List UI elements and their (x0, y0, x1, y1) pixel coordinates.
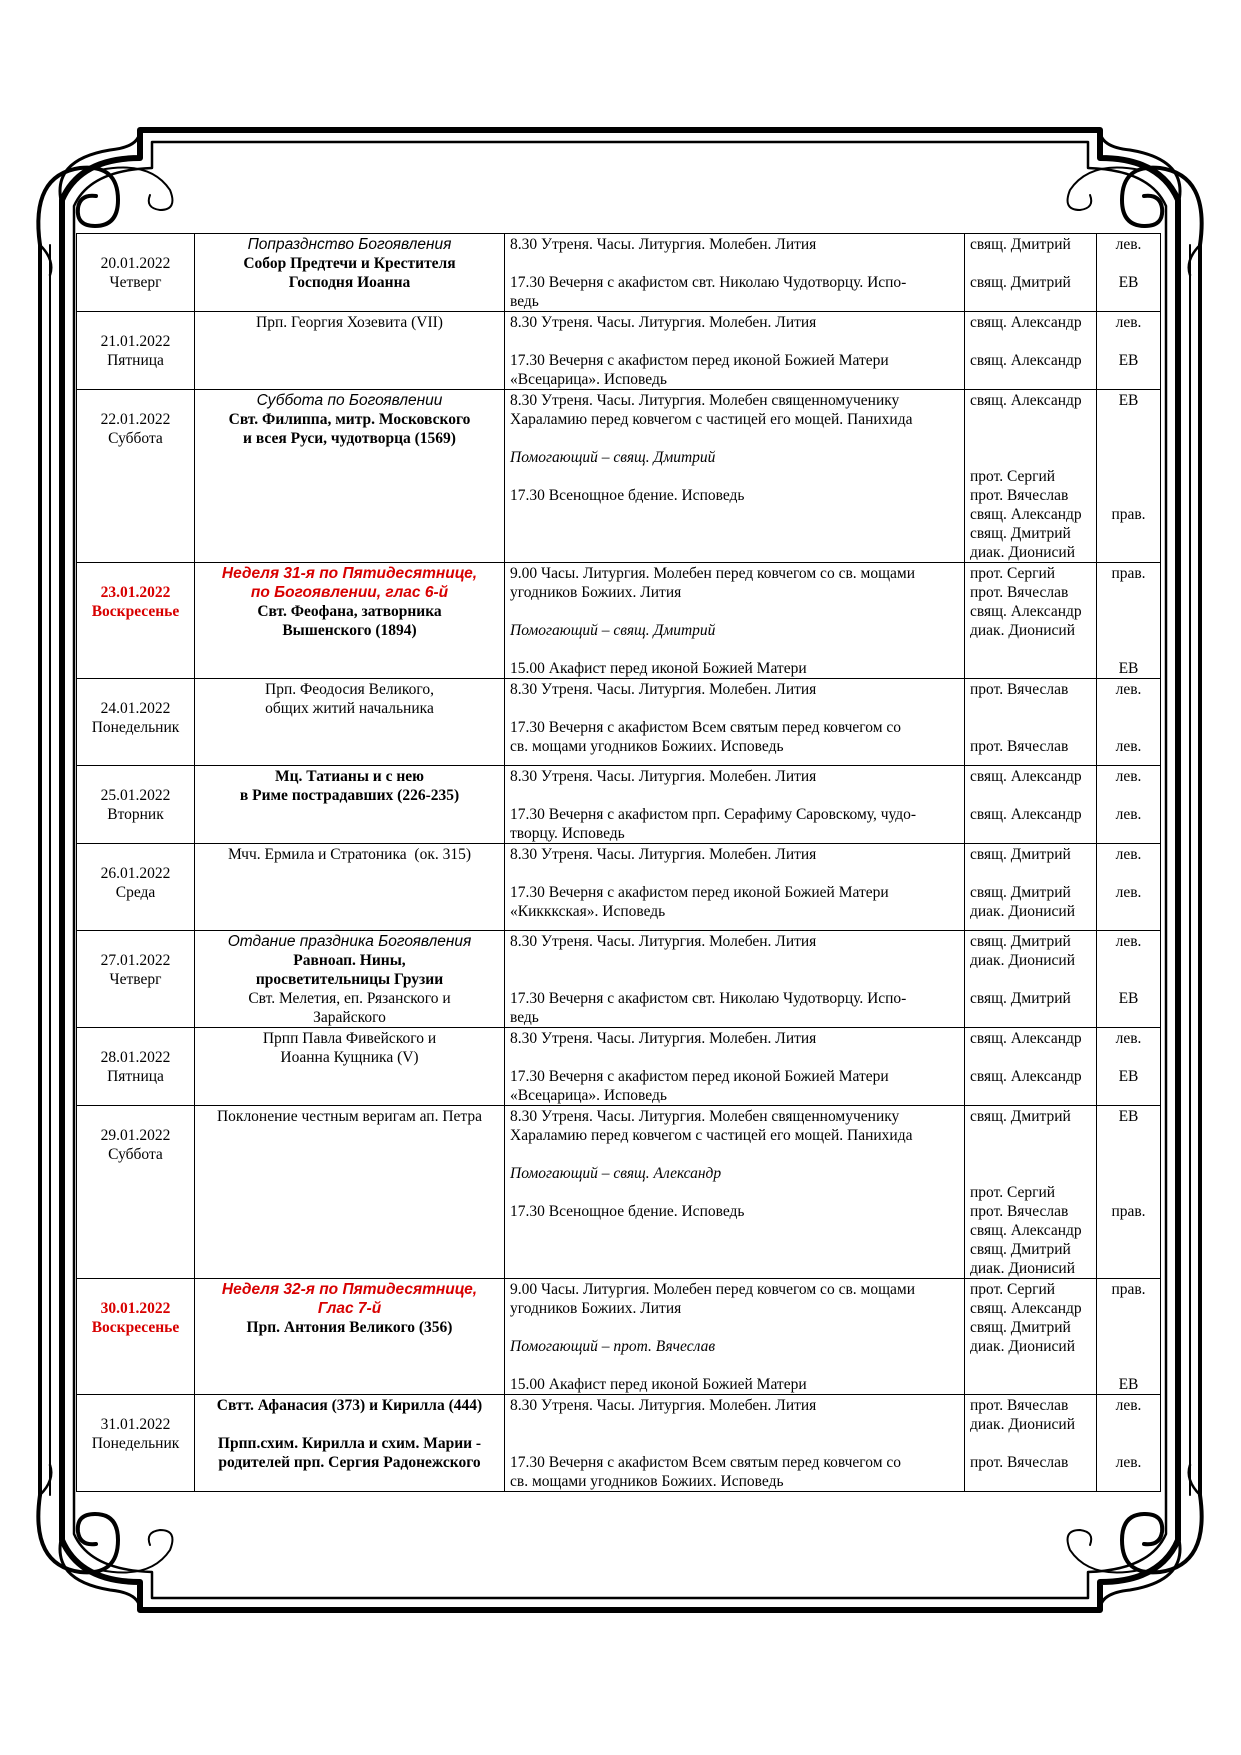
spacer (1099, 448, 1158, 467)
spacer (1099, 864, 1158, 883)
spacer (970, 864, 1091, 883)
clergy-line: свящ. Дмитрий (970, 1108, 1071, 1125)
service-line: 17.30 Вечерня с акафистом Всем святым перед ковчегом со (510, 719, 902, 736)
choir-cell (1097, 312, 1161, 390)
spacer (970, 1048, 1091, 1067)
clergy-line: прот. Сергий (970, 1281, 1056, 1298)
clergy-line: свящ. Дмитрий (970, 525, 1071, 542)
feast-line: Прпп.схим. Кирилла и схим. Марии - (217, 1435, 482, 1452)
service-line: 8.30 Утреня. Часы. Литургия. Молебен священномученику (510, 392, 900, 409)
table-row (77, 679, 1161, 766)
spacer (510, 1434, 959, 1453)
weekday-text: Суббота (108, 430, 163, 447)
choir-cell (1097, 766, 1161, 844)
service-line: «Всецарица». Исповедь (510, 371, 667, 388)
choir-line: лев. (1115, 806, 1142, 823)
clergy-line: свящ. Александр (970, 1030, 1082, 1047)
choir-line: лев. (1115, 236, 1142, 253)
weekday-text: Воскресенье (91, 603, 180, 620)
service-line: 17.30 Всенощное бдение. Исповедь (510, 1203, 745, 1220)
choir-line: ЕВ (1118, 352, 1139, 369)
service-line: св. мощами угодников Божиих. Исповедь (510, 738, 784, 755)
feast-cell (195, 766, 505, 844)
clergy-line: прот. Сергий (970, 1184, 1056, 1201)
schedule-body (77, 234, 1161, 1492)
services-cell (505, 844, 965, 931)
choir-line: лев. (1115, 1454, 1142, 1471)
service-line: «Кикккская». Исповедь (510, 903, 666, 920)
spacer (510, 332, 959, 351)
clergy-cell (965, 390, 1097, 563)
feast-line: Свтт. Афанасия (373) и Кирилла (444) (216, 1397, 483, 1414)
spacer (510, 970, 959, 989)
spacer (970, 1434, 1091, 1453)
spacer (1099, 429, 1158, 448)
date-cell (77, 563, 195, 679)
services-cell (505, 563, 965, 679)
spacer (1099, 467, 1158, 486)
date-cell (77, 1395, 195, 1492)
date-text: 28.01.2022 (100, 1049, 171, 1066)
clergy-line: диак. Дионисий (970, 903, 1076, 920)
weekday-text: Среда (115, 884, 156, 901)
service-line: 9.00 Часы. Литургия. Молебен перед ковчегом со св. мощами (510, 565, 915, 582)
feast-cell (195, 1028, 505, 1106)
feast-line: Прп. Феодосия Великого, (265, 681, 434, 698)
spacer (510, 254, 959, 273)
service-line: 8.30 Утреня. Часы. Литургия. Молебен. Лития (510, 768, 817, 785)
table-row (77, 931, 1161, 1028)
spacer (510, 786, 959, 805)
choir-line: ЕВ (1118, 1376, 1139, 1393)
spacer (510, 864, 959, 883)
clergy-line: свящ. Александр (970, 1300, 1082, 1317)
feast-cell (195, 931, 505, 1028)
table-row (77, 390, 1161, 563)
service-line: 8.30 Утреня. Часы. Литургия. Молебен. Лития (510, 314, 817, 331)
choir-line: прав. (1111, 565, 1146, 582)
spacer (510, 602, 959, 621)
clergy-cell (965, 679, 1097, 766)
spacer (1099, 583, 1158, 602)
feast-line: Поклонение честным веригам ап. Петра (216, 1108, 483, 1125)
service-line: «Всецарица». Исповедь (510, 1087, 667, 1104)
spacer (1099, 332, 1158, 351)
clergy-line: диак. Дионисий (970, 952, 1076, 969)
spacer (1099, 602, 1158, 621)
feast-line: Свт. Феофана, затворника (257, 603, 442, 620)
service-line: 15.00 Акафист перед иконой Божией Матери (510, 660, 807, 677)
feast-line: Мц. Татианы и с нею (274, 768, 425, 785)
date-text: 20.01.2022 (100, 255, 171, 272)
feast-line: Суббота по Богоявлении (256, 392, 443, 409)
service-line: Помогающий – свящ. Александр (510, 1165, 722, 1182)
service-line: угодников Божиих. Лития (510, 1300, 682, 1317)
spacer (970, 332, 1091, 351)
choir-line: лев. (1115, 314, 1142, 331)
spacer (1099, 1318, 1158, 1337)
feast-cell (195, 844, 505, 931)
spacer (1099, 1299, 1158, 1318)
service-line: 8.30 Утреня. Часы. Литургия. Молебен. Лития (510, 1397, 817, 1414)
spacer (1099, 786, 1158, 805)
weekday-text: Пятница (107, 352, 164, 369)
service-line: Помогающий – свящ. Дмитрий (510, 622, 716, 639)
clergy-line: свящ. Александр (970, 352, 1082, 369)
choir-line: лев. (1115, 1030, 1142, 1047)
spacer (510, 951, 959, 970)
clergy-line: свящ. Александр (970, 1222, 1082, 1239)
weekday-text: Четверг (109, 274, 162, 291)
choir-line: ЕВ (1118, 990, 1139, 1007)
choir-cell (1097, 1395, 1161, 1492)
feast-line: в Риме пострадавших (226-235) (239, 787, 460, 804)
clergy-line: прот. Сергий (970, 468, 1056, 485)
feast-line: общих житий начальника (265, 700, 434, 717)
clergy-line: диак. Дионисий (970, 1416, 1076, 1433)
date-text: 25.01.2022 (100, 787, 171, 804)
clergy-line: свящ. Дмитрий (970, 1319, 1071, 1336)
service-line: 17.30 Вечерня с акафистом прп. Серафиму Саровскому, чудо- (510, 806, 917, 823)
feast-line: Глас 7-й (317, 1300, 382, 1317)
weekday-text: Вторник (107, 806, 164, 823)
feast-cell (195, 1279, 505, 1395)
spacer (1099, 1164, 1158, 1183)
clergy-cell (965, 1395, 1097, 1492)
date-cell (77, 1279, 195, 1395)
choir-line: лев. (1115, 1397, 1142, 1414)
date-cell (77, 679, 195, 766)
clergy-line: прот. Вячеслав (970, 1397, 1069, 1414)
clergy-line: прот. Вячеслав (970, 1454, 1069, 1471)
service-line: угодников Божиих. Лития (510, 584, 682, 601)
spacer (510, 1318, 959, 1337)
spacer (970, 718, 1091, 737)
service-line: 17.30 Вечерня с акафистом Всем святым перед ковчегом со (510, 1454, 902, 1471)
spacer (1099, 951, 1158, 970)
service-line: 9.00 Часы. Литургия. Молебен перед ковчегом со св. мощами (510, 1281, 915, 1298)
feast-cell (195, 312, 505, 390)
clergy-cell (965, 844, 1097, 931)
date-text: 30.01.2022 (100, 1300, 171, 1317)
spacer (510, 1356, 959, 1375)
feast-line: родителей прп. Сергия Радонежского (218, 1454, 481, 1471)
choir-line: лев. (1115, 933, 1142, 950)
clergy-line: свящ. Дмитрий (970, 990, 1071, 1007)
spacer (1099, 254, 1158, 273)
service-line: 8.30 Утреня. Часы. Литургия. Молебен. Лития (510, 236, 817, 253)
date-text: 22.01.2022 (100, 411, 171, 428)
clergy-line: прот. Вячеслав (970, 1203, 1069, 1220)
clergy-line: свящ. Дмитрий (970, 884, 1071, 901)
choir-cell (1097, 1279, 1161, 1395)
spacer (510, 1183, 959, 1202)
table-row (77, 312, 1161, 390)
spacer (510, 640, 959, 659)
service-line: 17.30 Вечерня с акафистом перед иконой Божией Матери (510, 1068, 889, 1085)
feast-cell (195, 679, 505, 766)
clergy-line: прот. Сергий (970, 565, 1056, 582)
spacer (1099, 1126, 1158, 1145)
choir-line: прав. (1111, 1281, 1146, 1298)
services-cell (505, 312, 965, 390)
clergy-line: свящ. Александр (970, 768, 1082, 785)
table-row (77, 1279, 1161, 1395)
service-line: 17.30 Всенощное бдение. Исповедь (510, 487, 745, 504)
choir-cell (1097, 1028, 1161, 1106)
schedule-table (76, 233, 1161, 1492)
spacer (970, 1164, 1091, 1183)
feast-line: Иоанна Кущника (V) (280, 1049, 419, 1066)
weekday-text: Понедельник (91, 719, 180, 736)
choir-cell (1097, 679, 1161, 766)
table-row (77, 234, 1161, 312)
choir-line: ЕВ (1118, 660, 1139, 677)
choir-line: лев. (1115, 884, 1142, 901)
spacer (1099, 621, 1158, 640)
clergy-line: свящ. Александр (970, 314, 1082, 331)
clergy-line: свящ. Александр (970, 392, 1082, 409)
spacer (510, 1415, 959, 1434)
feast-line: Прп. Антония Великого (356) (246, 1319, 453, 1336)
feast-line: Зарайского (313, 1009, 386, 1026)
clergy-line: свящ. Дмитрий (970, 846, 1071, 863)
date-cell (77, 844, 195, 931)
feast-cell (195, 1106, 505, 1279)
service-line: ведь (510, 293, 539, 310)
service-line: 17.30 Вечерня с акафистом перед иконой Божией Матери (510, 352, 889, 369)
services-cell (505, 1106, 965, 1279)
service-line: Хараламию перед ковчегом с частицей его мощей. Панихида (510, 1127, 913, 1144)
date-text: 24.01.2022 (100, 700, 171, 717)
choir-line: лев. (1115, 846, 1142, 863)
spacer (970, 254, 1091, 273)
spacer (970, 699, 1091, 718)
feast-cell (195, 1395, 505, 1492)
feast-line: Прпп Павла Фивейского и (262, 1030, 437, 1047)
spacer (1099, 1183, 1158, 1202)
date-text: 31.01.2022 (100, 1416, 171, 1433)
choir-line: прав. (1111, 506, 1146, 523)
feast-cell (195, 563, 505, 679)
weekday-text: Понедельник (91, 1435, 180, 1452)
clergy-cell (965, 766, 1097, 844)
spacer (1099, 640, 1158, 659)
service-line: 17.30 Вечерня с акафистом свт. Николаю Чудотворцу. Испо- (510, 990, 907, 1007)
clergy-line: свящ. Дмитрий (970, 1241, 1071, 1258)
table-row (77, 1106, 1161, 1279)
clergy-line: свящ. Дмитрий (970, 933, 1071, 950)
feast-line: Господня Иоанна (288, 274, 411, 291)
spacer (1099, 1048, 1158, 1067)
clergy-line: прот. Вячеслав (970, 738, 1069, 755)
service-line: Помогающий – свящ. Дмитрий (510, 449, 716, 466)
service-line: 8.30 Утреня. Часы. Литургия. Молебен. Лития (510, 681, 817, 698)
clergy-line: свящ. Александр (970, 506, 1082, 523)
clergy-line: диак. Дионисий (970, 1338, 1076, 1355)
service-line: творцу. Исповедь (510, 825, 625, 842)
date-text: 27.01.2022 (100, 952, 171, 969)
choir-cell (1097, 844, 1161, 931)
date-cell (77, 234, 195, 312)
spacer (970, 1145, 1091, 1164)
service-line: 17.30 Вечерня с акафистом перед иконой Божией Матери (510, 884, 889, 901)
date-cell (77, 1106, 195, 1279)
feast-line: Неделя 32-я по Пятидесятнице, (221, 1281, 478, 1298)
service-line: ведь (510, 1009, 539, 1026)
choir-line: ЕВ (1118, 274, 1139, 291)
feast-line: Свт. Мелетия, еп. Рязанского и (248, 990, 451, 1007)
services-cell (505, 1395, 965, 1492)
date-cell (77, 766, 195, 844)
clergy-line: свящ. Дмитрий (970, 236, 1071, 253)
date-text: 23.01.2022 (100, 584, 171, 601)
clergy-line: свящ. Александр (970, 603, 1082, 620)
weekday-text: Суббота (108, 1146, 163, 1163)
spacer (1099, 486, 1158, 505)
choir-line: лев. (1115, 768, 1142, 785)
table-row (77, 844, 1161, 931)
date-text: 21.01.2022 (100, 333, 171, 350)
date-cell (77, 1028, 195, 1106)
spacer (1099, 1415, 1158, 1434)
choir-cell (1097, 563, 1161, 679)
service-line: Хараламию перед ковчегом с частицей его мощей. Панихида (510, 411, 913, 428)
choir-line: ЕВ (1118, 392, 1139, 409)
spacer (510, 1145, 959, 1164)
spacer (970, 429, 1091, 448)
spacer (1099, 718, 1158, 737)
clergy-cell (965, 312, 1097, 390)
choir-cell (1097, 234, 1161, 312)
feast-line: Вышенского (1894) (282, 622, 417, 639)
spacer (1099, 1145, 1158, 1164)
date-text: 29.01.2022 (100, 1127, 171, 1144)
feast-line: Мчч. Ермила и Стратоника (ок. 315) (227, 846, 472, 863)
feast-line: Отдание праздника Богоявления (227, 933, 472, 950)
spacer (1099, 410, 1158, 429)
feast-line: просветительницы Грузии (255, 971, 444, 988)
spacer (1099, 699, 1158, 718)
clergy-line: прот. Вячеслав (970, 681, 1069, 698)
spacer (1099, 1434, 1158, 1453)
weekday-text: Воскресенье (91, 1319, 180, 1336)
clergy-line: диак. Дионисий (970, 622, 1076, 639)
clergy-line: свящ. Александр (970, 1068, 1082, 1085)
spacer (510, 1048, 959, 1067)
spacer (1099, 970, 1158, 989)
service-line: 15.00 Акафист перед иконой Божией Матери (510, 1376, 807, 1393)
services-cell (505, 234, 965, 312)
spacer (1099, 1337, 1158, 1356)
feast-cell (195, 234, 505, 312)
feast-line: и всея Руси, чудотворца (1569) (243, 430, 456, 447)
feast-line: Неделя 31-я по Пятидесятнице, (221, 565, 478, 582)
spacer (200, 1415, 499, 1434)
services-cell (505, 1028, 965, 1106)
date-cell (77, 312, 195, 390)
feast-line: Свт. Филиппа, митр. Московского (228, 411, 471, 428)
service-line: 8.30 Утреня. Часы. Литургия. Молебен. Лития (510, 933, 817, 950)
table-row (77, 563, 1161, 679)
choir-line: ЕВ (1118, 1108, 1139, 1125)
date-cell (77, 390, 195, 563)
clergy-line: диак. Дионисий (970, 544, 1076, 561)
spacer (970, 786, 1091, 805)
clergy-line: свящ. Дмитрий (970, 274, 1071, 291)
table-row (77, 1395, 1161, 1492)
services-cell (505, 766, 965, 844)
feast-line: Попразднство Богоявления (247, 236, 452, 253)
choir-line: ЕВ (1118, 1068, 1139, 1085)
clergy-line: диак. Дионисий (970, 1260, 1076, 1277)
choir-cell (1097, 1106, 1161, 1279)
spacer (970, 448, 1091, 467)
service-line: 8.30 Утреня. Часы. Литургия. Молебен священномученику (510, 1108, 900, 1125)
services-cell (505, 931, 965, 1028)
clergy-line: прот. Вячеслав (970, 487, 1069, 504)
weekday-text: Пятница (107, 1068, 164, 1085)
feast-cell (195, 390, 505, 563)
date-cell (77, 931, 195, 1028)
spacer (510, 699, 959, 718)
feast-line: по Богоявлении, глас 6-й (250, 584, 449, 601)
spacer (970, 410, 1091, 429)
clergy-cell (965, 563, 1097, 679)
clergy-cell (965, 1028, 1097, 1106)
clergy-cell (965, 1279, 1097, 1395)
choir-line: лев. (1115, 681, 1142, 698)
spacer (1099, 1356, 1158, 1375)
service-line: св. мощами угодников Божиих. Исповедь (510, 1473, 784, 1490)
spacer (970, 1126, 1091, 1145)
feast-line: Прп. Георгия Хозевита (VII) (256, 314, 443, 331)
choir-cell (1097, 931, 1161, 1028)
spacer (510, 467, 959, 486)
choir-line: лев. (1115, 738, 1142, 755)
service-line: 8.30 Утреня. Часы. Литургия. Молебен. Лития (510, 1030, 817, 1047)
clergy-cell (965, 931, 1097, 1028)
table-row (77, 1028, 1161, 1106)
clergy-cell (965, 234, 1097, 312)
service-line: 8.30 Утреня. Часы. Литургия. Молебен. Лития (510, 846, 817, 863)
choir-cell (1097, 390, 1161, 563)
services-cell (505, 679, 965, 766)
feast-line: Равноап. Нины, (293, 952, 406, 969)
services-cell (505, 1279, 965, 1395)
service-line: 17.30 Вечерня с акафистом свт. Николаю Чудотворцу. Испо- (510, 274, 907, 291)
clergy-line: прот. Вячеслав (970, 584, 1069, 601)
spacer (970, 970, 1091, 989)
table-row (77, 766, 1161, 844)
clergy-cell (965, 1106, 1097, 1279)
weekday-text: Четверг (109, 971, 162, 988)
service-line: Помогающий – прот. Вячеслав (510, 1338, 716, 1355)
choir-line: прав. (1111, 1203, 1146, 1220)
date-text: 26.01.2022 (100, 865, 171, 882)
spacer (510, 429, 959, 448)
feast-line: Собор Предтечи и Крестителя (243, 255, 456, 272)
clergy-line: свящ. Александр (970, 806, 1082, 823)
services-cell (505, 390, 965, 563)
